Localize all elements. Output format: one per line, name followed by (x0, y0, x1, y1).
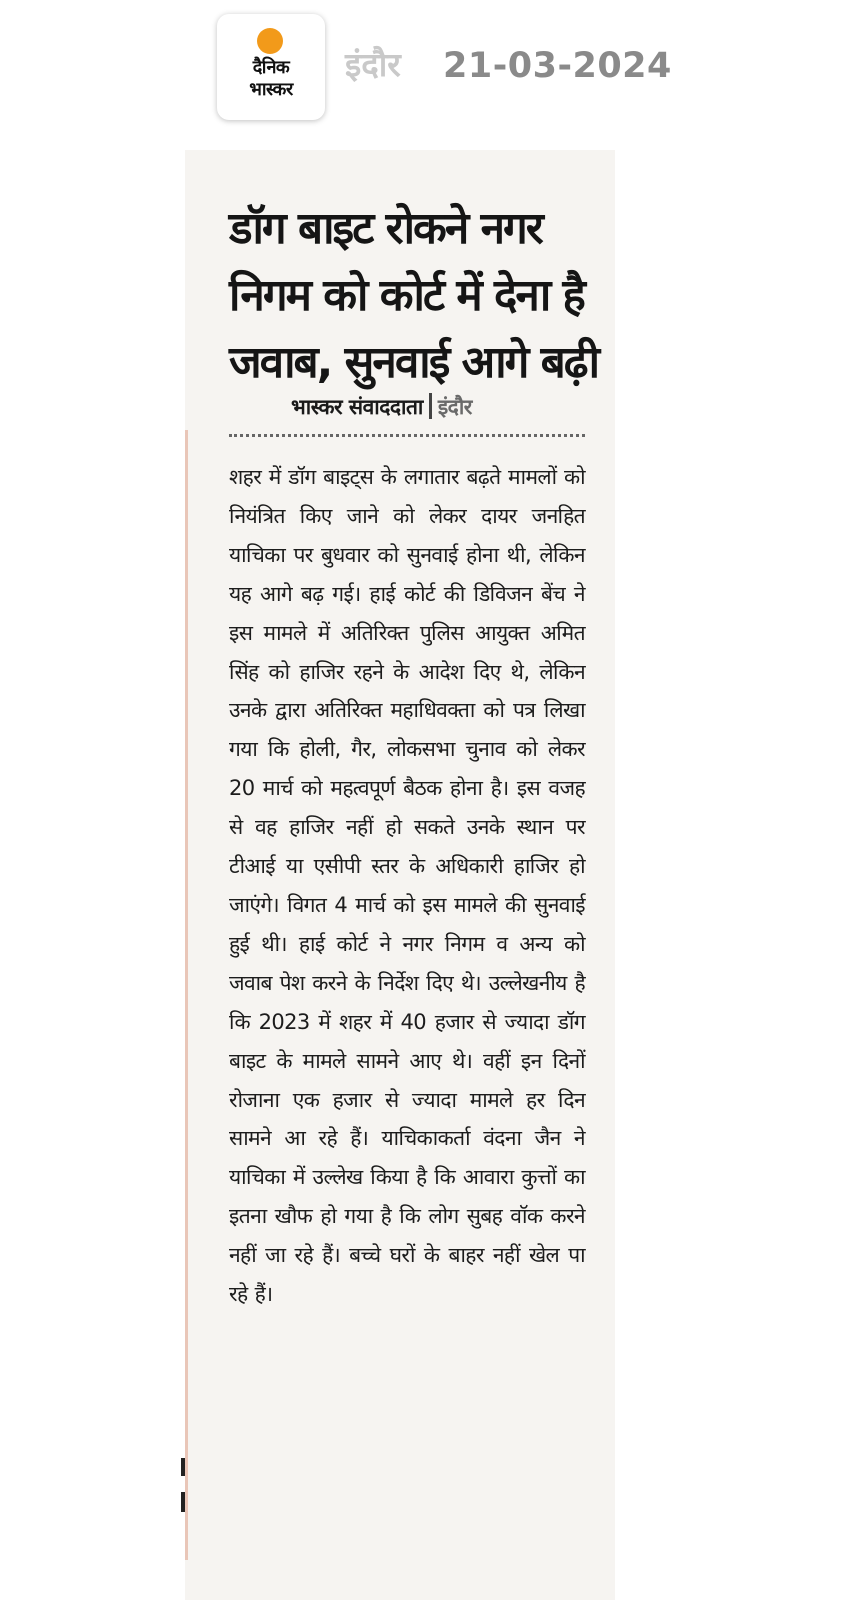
sun-icon (257, 28, 283, 54)
byline-place: इंदौर (437, 395, 472, 419)
logo-text-line2: भास्कर (249, 79, 293, 100)
newspaper-clipping (185, 150, 615, 1600)
margin-mark (181, 1458, 185, 1476)
dainik-bhaskar-logo (217, 14, 325, 120)
clipping-edge (185, 430, 188, 1560)
margin-mark (181, 1492, 185, 1512)
byline-reporter: भास्कर संवाददाता (291, 395, 423, 419)
article-body: शहर में डॉग बाइट्स के लगातार बढ़ते मामलों को नियंत्रित किए जाने को लेकर दायर जनहित याचिका पर बुधवार को सुनवाई होना थी, लेकिन यह आगे बढ़ गई। हाई कोर्ट की डिविजन बेंच ने इस मामले में अतिरिक्त पुलिस आयुक्त अमित सिंह को हाजिर रहने के आदेश दिए थे, लेकिन उनके द्वारा अतिरिक्त महाधिवक्ता को पत्र लिखा गया कि होली, गैर, लोकसभा चुनाव को लेकर 20 मार्च को महत्वपूर्ण बैठक होना है। इस वजह से वह हाजिर नहीं हो सकते उनके स्थान पर टीआई या एसीपी स्तर के अधिकारी हाजिर हो जाएंगे। विगत 4 मार्च को इस मामले की सुनवाई हुई थी। हाई कोर्ट ने नगर निगम व अन्य को जवाब पेश करने के निर्देश दिए थे। उल्लेखनीय है कि 2023 में शहर में 40 हजार से ज्यादा डॉग बाइट के मामले सामने आए थे। वहीं इन दिनों रोजाना एक हजार से ज्यादा मामले हर दिन सामने आ रहे हैं। याचिकाकर्ता वंदना जैन ने याचिका में उल्लेख किया है कि आवारा कुत्तों का इतना खौफ हो गया है कि लोग सुबह वॉक करने नहीं जा रहे हैं। बच्चे घरों के बाहर नहीं खेल पा रहे हैं। (229, 465, 585, 1307)
clipping-header (0, 0, 858, 135)
article-headline: डॉग बाइट रोकने नगर निगम को कोर्ट में देना है जवाब, सुनवाई आगे बढ़ी (229, 203, 598, 388)
dotted-divider (229, 434, 585, 437)
edition-date: 21-03-2024 (443, 46, 672, 86)
logo-text-line1: दैनिक (252, 57, 290, 78)
article-byline (291, 393, 472, 421)
edition-city: इंदौर (345, 45, 401, 84)
byline-separator (429, 393, 432, 419)
